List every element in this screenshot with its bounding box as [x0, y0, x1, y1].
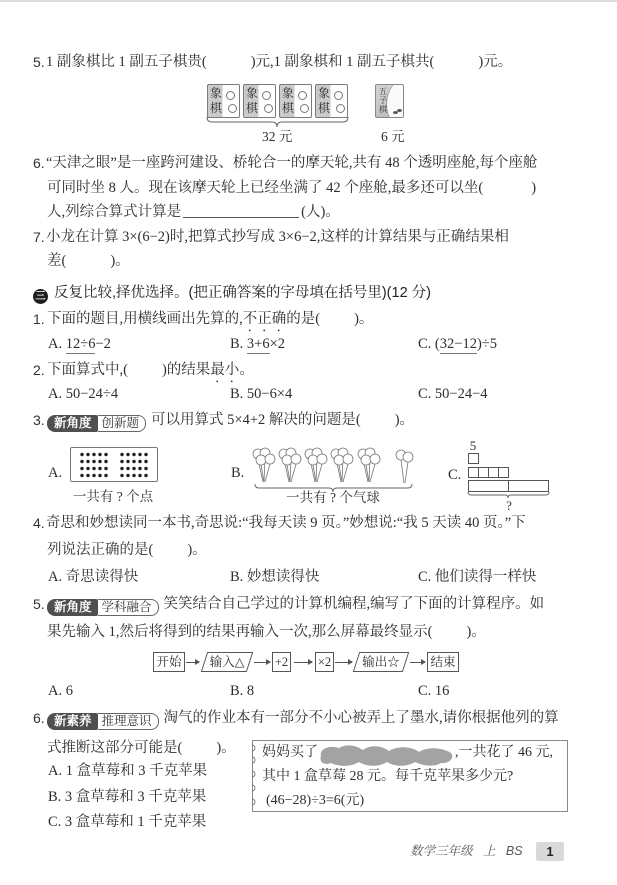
ink-blot — [317, 742, 457, 770]
chess-label: 棋 — [210, 101, 223, 115]
notebook-line: 妈妈买了 — [262, 745, 318, 760]
unit-square — [498, 467, 509, 478]
emphasized-text: 最小 — [210, 362, 240, 378]
option-letter: A. — [48, 763, 63, 779]
option-letter: B. — [230, 386, 244, 402]
question-text: 小龙在计算 3×(6−2)时,把算式抄写成 3×6−2,这样的计算结果与正确结果相 — [46, 229, 509, 245]
answer-blank — [432, 626, 466, 636]
text-segment: 可以用算式 5×4+2 解决的问题是( — [151, 412, 361, 428]
answer-blank — [320, 313, 354, 323]
answer-blank — [128, 364, 162, 374]
footer-subject: 数学三年级 — [410, 844, 473, 858]
question-text — [46, 594, 544, 614]
option-b — [230, 384, 292, 404]
tag-badge — [47, 713, 159, 730]
option-text: 8 — [246, 683, 255, 699]
badge-category: 新角度 — [47, 415, 98, 432]
text-segment: 的是( — [286, 311, 321, 327]
flow-add-two: +2 — [272, 652, 291, 672]
arrow-right-icon — [186, 662, 199, 663]
option-c — [418, 681, 449, 701]
option-letter: A. — [48, 336, 63, 352]
question-number: 1. — [33, 311, 45, 327]
option-text: 6 — [65, 683, 73, 699]
text-segment: )。 — [187, 542, 207, 558]
question-text — [47, 540, 207, 560]
underlined-expression: 12÷6 — [65, 336, 96, 352]
unit-square — [468, 453, 479, 464]
option-letter: B. — [230, 683, 244, 699]
option-letter: C. — [418, 386, 432, 402]
text-segment: )。 — [110, 253, 130, 269]
option-letter: C. — [448, 467, 462, 483]
badge-type: 学科融合 — [98, 599, 159, 616]
option-text: 1 盒草莓和 3 千克苹果 — [65, 763, 208, 779]
gomoku-box-icon — [375, 84, 404, 118]
option-text: 奇思读得快 — [65, 569, 139, 585]
arrow-right-icon — [410, 662, 425, 663]
text-segment: )。 — [466, 624, 486, 640]
text-segment: )的结果 — [161, 362, 211, 378]
bar-divider — [508, 481, 509, 491]
dot-group — [119, 451, 149, 479]
expression-rest: ×2 — [269, 336, 286, 352]
option-c — [418, 334, 497, 354]
footer-volume: 上 — [482, 844, 496, 858]
text-segment: 果先输入 1,然后将得到的结果再输入一次,那么屏幕最终显示( — [47, 624, 433, 640]
arrow-right-icon — [254, 662, 270, 663]
option-a — [48, 334, 111, 354]
option-text: 他们读得一样快 — [434, 569, 537, 585]
option-letter: A. — [48, 683, 63, 699]
option-a — [48, 761, 207, 781]
text-segment: ) — [531, 180, 537, 196]
text-segment: 差( — [47, 253, 67, 269]
stone-icon — [397, 109, 402, 112]
text-segment: 列说法正确的是( — [47, 542, 154, 558]
answer-blank — [182, 742, 216, 752]
notebook-line: (46−28)÷3=6(元) — [266, 793, 365, 808]
text-segment: 人,列综合算式计算是 — [47, 204, 182, 220]
question-number: 7. — [33, 229, 45, 245]
text-segment: (人)。 — [301, 204, 340, 220]
option-letter: C. — [418, 683, 432, 699]
option-b — [48, 787, 206, 807]
question-text — [47, 202, 340, 222]
question-text: 奇思和妙想读同一本书,奇思说:“我每天读 9 页。”妙想说:“我 5 天读 40 页。”下 — [46, 515, 526, 531]
figure-caption: 一共有 ? 个气球 — [286, 490, 380, 505]
brace-icon — [0, 0, 617, 140]
arrow-right-icon — [294, 662, 312, 663]
option-text: 3 盒草莓和 1 千克苹果 — [64, 814, 207, 830]
text-segment: 。 — [239, 362, 254, 378]
option-b — [230, 567, 319, 587]
option-letter: B. — [231, 465, 245, 481]
text-segment: 式推断这部分可能是( — [47, 740, 183, 756]
notebook-line: ,一共花了 46 元, — [455, 745, 553, 760]
text-segment: 下面算式中,( — [47, 362, 128, 378]
chess-total-price: 32 元 — [262, 129, 293, 144]
question-number: 6. — [33, 155, 45, 171]
four-squares — [468, 467, 509, 478]
flow-times-two: ×2 — [315, 652, 334, 672]
flow-output-label: 输出☆ — [362, 655, 400, 669]
question-text — [47, 251, 130, 271]
flow-start: 开始 — [153, 652, 185, 672]
bar-top-label: 5 — [469, 438, 477, 453]
section-header — [33, 283, 431, 303]
expression-paren: ( — [434, 336, 440, 352]
dot-group — [79, 451, 109, 479]
option-text: 妙想读得快 — [246, 569, 320, 585]
flow-output — [353, 652, 409, 672]
answer-blank — [66, 255, 110, 265]
gomoku-label: 五子棋 — [379, 87, 387, 114]
option-a — [48, 567, 138, 587]
question-number: 3. — [33, 412, 45, 428]
chess-label: 象 — [318, 86, 331, 100]
figure-caption: 一共有 ? 个点 — [72, 489, 154, 504]
option-b — [230, 681, 254, 701]
notebook-line: 其中 1 盒草莓 28 元。每千克苹果多少元? — [262, 769, 514, 784]
footer-edition: BS — [505, 844, 523, 858]
text-segment: )。 — [394, 412, 415, 428]
section-number-icon: 三 — [33, 289, 48, 304]
option-text: 50−24−4 — [434, 386, 488, 402]
option-text: 16 — [434, 683, 450, 699]
chess-label: 象 — [210, 86, 223, 100]
text-segment: )。 — [216, 740, 236, 756]
bar-bottom-label: ? — [506, 498, 512, 513]
answer-blank — [361, 414, 395, 424]
chess-label: 棋 — [282, 101, 295, 115]
badge-type: 推理意识 — [98, 713, 159, 730]
option-c — [418, 384, 488, 404]
text-segment: )元。 — [478, 54, 513, 70]
question-number: 2. — [33, 362, 45, 378]
question-text — [47, 738, 236, 758]
question-text — [46, 410, 414, 430]
text-segment: 下面的题目,用横线画出先算的, — [47, 311, 243, 327]
option-letter: C. — [418, 569, 432, 585]
option-c — [418, 567, 536, 587]
text-segment: 淘气的作业本有一部分不小心被弄上了墨水,请你根据他列的算 — [163, 710, 559, 726]
question-text — [47, 360, 254, 380]
expression-rest: −2 — [95, 336, 111, 352]
answer-blank — [483, 182, 531, 192]
page-footer — [410, 842, 523, 861]
option-text: 50−24÷4 — [65, 386, 119, 402]
option-c — [48, 812, 206, 832]
question-number: 5. — [33, 596, 45, 612]
question-number: 5. — [33, 54, 45, 70]
flow-input-label: 输入△ — [209, 655, 245, 669]
underlined-expression: 3+6 — [246, 336, 270, 352]
option-letter: B. — [230, 336, 244, 352]
option-b — [230, 334, 285, 354]
option-a — [48, 681, 73, 701]
option-letter: A. — [48, 386, 63, 402]
balloons-figure — [250, 446, 420, 494]
dot-array-figure — [70, 447, 158, 482]
badge-type: 创新题 — [98, 415, 147, 432]
tag-badge — [47, 599, 159, 616]
underlined-expression: 32−12 — [439, 336, 477, 352]
question-text — [47, 178, 536, 198]
section-title: 反复比较,择优选择。(把正确答案的字母填在括号里)(12 分) — [54, 285, 431, 301]
text-segment: 笑笑结合自己学过的计算机编程,编写了下面的计算程序。如 — [163, 596, 545, 612]
answer-blank — [153, 544, 187, 554]
answer-underline-blank — [183, 202, 299, 218]
question-text — [46, 708, 559, 728]
text-segment: )元,1 副象棋和 1 副五子棋共( — [250, 54, 435, 70]
page-number: 1 — [536, 842, 564, 861]
question-number: 6. — [33, 710, 45, 726]
option-letter: B. — [48, 789, 62, 805]
chess-label: 象 — [282, 86, 295, 100]
badge-category: 新素养 — [47, 713, 98, 730]
arrow-right-icon — [335, 662, 352, 663]
option-letter: A. — [48, 569, 63, 585]
option-letter: C. — [48, 814, 62, 830]
tag-badge — [47, 415, 146, 432]
badge-category: 新角度 — [47, 599, 98, 616]
notebook-excerpt — [252, 740, 568, 812]
option-a — [48, 384, 118, 404]
text-segment: 可同时坐 8 人。现在该摩天轮上已经坐满了 42 个座舱,最多还可以坐( — [47, 180, 484, 196]
emphasized-text: 不正确 — [242, 311, 287, 327]
chess-label: 棋 — [318, 101, 331, 115]
gomoku-price: 6 元 — [381, 129, 405, 144]
option-letter: B. — [230, 569, 244, 585]
chess-label: 象 — [246, 86, 259, 100]
option-letter: C. — [418, 336, 432, 352]
question-number: 4. — [33, 515, 45, 531]
flow-input — [201, 652, 253, 672]
question-text: “天津之眼”是一座跨河建设、桥轮合一的摩天轮,共有 48 个透明座舱,每个座舱 — [46, 155, 538, 171]
question-text — [47, 309, 373, 329]
option-text: 50−6×4 — [246, 386, 293, 402]
option-letter: A. — [48, 465, 63, 481]
chess-label: 棋 — [246, 101, 259, 115]
text-segment: 1 副象棋比 1 副五子棋贵( — [46, 54, 207, 70]
question-text — [47, 622, 486, 642]
expression-rest: )÷5 — [476, 336, 497, 352]
text-segment: )。 — [354, 311, 374, 327]
option-text: 3 盒草莓和 3 千克苹果 — [64, 789, 207, 805]
spiral-binding-icon — [248, 741, 260, 813]
flow-end: 结束 — [427, 652, 459, 672]
